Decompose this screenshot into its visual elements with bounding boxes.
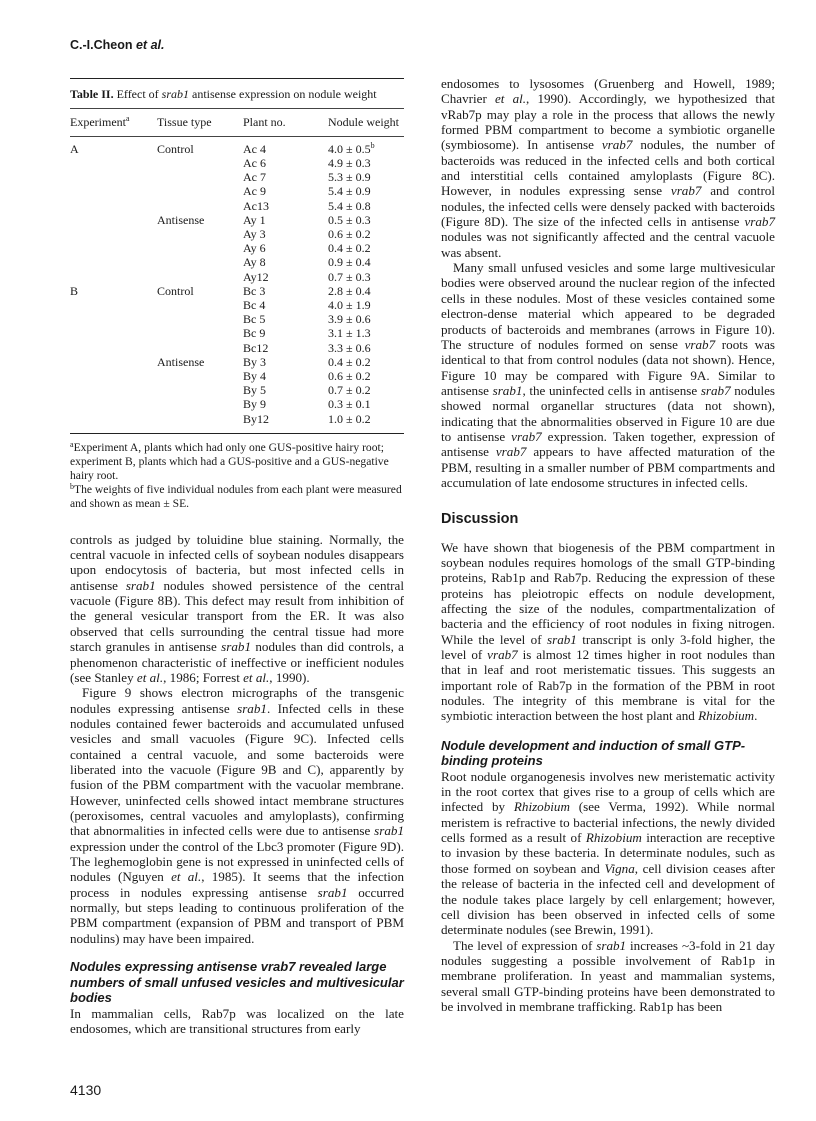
cell-plant-no: By 3 — [243, 354, 267, 369]
cell-experiment — [70, 369, 157, 383]
cell-nodule-weight: 4.0 ± 1.9 — [328, 297, 371, 312]
cell-tissue-type — [157, 184, 243, 198]
table-row — [70, 383, 404, 397]
cell-experiment — [70, 341, 157, 355]
cell-experiment — [70, 270, 157, 284]
cell-experiment — [70, 227, 157, 241]
cell-plant-no: Ay 8 — [243, 255, 266, 270]
cell-tissue-type — [157, 326, 243, 340]
header-nodule-weight: Nodule weight — [328, 109, 404, 136]
cell-plant-no: By12 — [243, 411, 270, 426]
table-row — [70, 199, 404, 213]
cell-plant-no: By 5 — [243, 383, 267, 398]
cell-plant-no: Bc 5 — [243, 312, 266, 327]
table-ii — [70, 78, 404, 511]
cell-tissue-type — [157, 241, 243, 255]
paragraph: Many small unfused vesicles and some large multivesicular bodies were observed around the nuclear region of the infected cells in these nodules. Most of these vesicles contained some electron-dense material which appeared to be degraded products of bacteroids and membranes (arrows in Figure 10). The structure of nodules formed on sense vrab7 roots was identical to that from control nodules (data not shown). Hence, Figure 10 may be compared with Figure 9A. Similar to antisense srab1, the uninfected cells in antisense srab7 nodules showed normal organellar structures (data not shown), indicating that the abnormalities observed in Figure 10 are due to antisense vrab7 expression. Taken together, expression of antisense vrab7 appears to have affected maturation of the PBM, resulting in a smaller number of PBM compartments and accumulation of late endosome structures in infected cells. — [441, 260, 775, 490]
cell-tissue-type — [157, 312, 243, 326]
cell-nodule-weight: 5.4 ± 0.9 — [328, 184, 371, 199]
cell-experiment — [70, 397, 157, 411]
cell-plant-no: Ac 7 — [243, 170, 266, 185]
cell-tissue-type — [157, 397, 243, 411]
cell-plant-no: Bc12 — [243, 340, 269, 355]
table-footnotes — [70, 441, 404, 511]
cell-experiment — [70, 241, 157, 255]
cell-experiment — [70, 255, 157, 269]
table-row — [70, 213, 404, 227]
cell-plant-no: Bc 9 — [243, 326, 266, 341]
cell-plant-no: Ay 3 — [243, 226, 266, 241]
cell-nodule-weight: 0.4 ± 0.2 — [328, 241, 371, 256]
running-head — [70, 38, 164, 52]
header-experiment: Experiment$^a$ — [70, 109, 157, 136]
footnote-b: $^b$The weights of five individual nodules from each plant were measured and shown as mean ± SE. — [70, 481, 402, 510]
cell-tissue-type: Antisense — [157, 354, 205, 369]
table-body — [70, 108, 404, 430]
cell-nodule-weight: 1.0 ± 0.2 — [328, 411, 371, 426]
cell-tissue-type: Antisense — [157, 212, 205, 227]
table-row — [70, 326, 404, 340]
cell-experiment — [70, 298, 157, 312]
table-row — [70, 284, 404, 298]
paragraph: Figure 9 shows electron micrographs of the transgenic nodules expressing antisense srab1. Infected cells in these nodules contained fewer bacteroids and accumulated unfused vesicles and small vacuoles (Figure 9C). Infected cells contained a central vacuole, and some bacteroids were liberated into the vacuole (Figure 9B and C), apparently by fusion of the PBM compartment with the vacuolar membrane. However, uninfected cells showed intact membrane structures (peroxisomes, central vacuoles and amyloplasts), confirming that abnormalities in infected cells were due to antisense srab1 expression under the control of the Lbc3 promoter (Figure 9D). The leghemoglobin gene is not expressed in uninfected cells of nodules (Nguyen et al., 1985). It seems that the infection process in nodules expressing antisense srab1 occurred normally, but steps leading to continuous proliferation of the PBM compartment (expansion of PBM and transport of PBM nodulins) may have been impaired. — [70, 685, 405, 946]
cell-nodule-weight: 4.0 ± 0.5$^b$ — [328, 140, 375, 156]
cell-tissue-type — [157, 298, 243, 312]
cell-plant-no: Ay 6 — [243, 241, 266, 256]
cell-nodule-weight: 3.1 ± 1.3 — [328, 326, 371, 341]
table-row — [70, 255, 404, 269]
cell-experiment — [70, 312, 157, 326]
cell-plant-no: Bc 4 — [243, 297, 266, 312]
running-head-etal: et al. — [135, 38, 165, 52]
table-title-pre: Effect of — [116, 87, 159, 101]
cell-nodule-weight: 3.3 ± 0.6 — [328, 340, 371, 355]
cell-experiment: B — [70, 283, 79, 298]
section-heading-discussion: Discussion — [441, 511, 519, 528]
paragraph: In mammalian cells, Rab7p was localized on the late endosomes, which are transitional structures from early — [70, 1005, 404, 1036]
running-head-author: C.-I.Cheon — [70, 38, 133, 52]
cell-tissue-type: Control — [157, 283, 194, 298]
cell-nodule-weight: 3.9 ± 0.6 — [328, 312, 371, 327]
left-column — [70, 78, 404, 1036]
cell-nodule-weight: 5.3 ± 0.9 — [328, 170, 371, 185]
cell-nodule-weight: 0.5 ± 0.3 — [328, 212, 371, 227]
right-column — [441, 76, 775, 1014]
cell-experiment: A — [70, 141, 79, 156]
cell-experiment — [70, 184, 157, 198]
cell-nodule-weight: 5.4 ± 0.8 — [328, 198, 371, 213]
cell-tissue-type — [157, 255, 243, 269]
paragraph: Root nodule organogenesis involves new meristematic activity in the root cortex that gives rise to a group of cells which are infected by Rhizobium (see Verma, 1992). While normal meristem is refractive to bacterial infections, the newly divided cells formed as a result of Rhizobium interaction are receptive to invasion by these bacteria. In determinate nodules, such as those formed on soybean and Vigna, cell division ceases after the release of bacteria in the infected cell and development of the nodule takes place largely by cell enlargement; however, cell division has been observed in infected cells of some determinate nodules (see Brewin, 1991). — [441, 768, 775, 938]
cell-nodule-weight: 0.7 ± 0.3 — [328, 269, 371, 284]
subheading-nodule-development: Nodule development and induction of small GTP-binding proteins — [441, 737, 746, 769]
cell-tissue-type — [157, 383, 243, 397]
cell-nodule-weight: 0.6 ± 0.2 — [328, 368, 371, 383]
table-row — [70, 341, 404, 355]
cell-tissue-type — [157, 270, 243, 284]
table-row — [70, 270, 404, 284]
table-header-row — [70, 109, 404, 136]
cell-tissue-type — [157, 170, 243, 184]
cell-nodule-weight: 0.3 ± 0.1 — [328, 397, 371, 412]
cell-experiment — [70, 412, 157, 431]
cell-experiment — [70, 213, 157, 227]
cell-tissue-type — [157, 227, 243, 241]
table-row — [70, 184, 404, 198]
paragraph: controls as judged by toluidine blue staining. Normally, the central vacuole in infected cells of soybean nodules disappears upon endocytosis of bacteria, but most infected cells in antisense srab1 nodules showed persistence of the central vacuole (Figure 8B). This defect may result from inhibition of the general vesicular transport from the ER. It was also observed that cells surrounding the central tissue had more starch granules in antisense srab1 nodules than did controls, a phenomenon characteristic of ineffective or inefficient nodules (see Stanley et al., 1986; Forrest et al., 1990). — [70, 531, 404, 685]
cell-experiment — [70, 383, 157, 397]
cell-plant-no: Ay 1 — [243, 212, 266, 227]
cell-plant-no: Ac 9 — [243, 184, 266, 199]
cell-tissue-type — [157, 369, 243, 383]
footnote-marker: b — [370, 140, 375, 150]
paragraph: The level of expression of srab1 increases ~3-fold in 21 day nodules suggesting a possible involvement of Rab1p in membrane proliferation. In yeast and mammalian systems, several small GTP-binding proteins have been demonstrated to be involved in membrane trafficking. Rab1p has been — [441, 937, 775, 1014]
page-number: 4130 — [70, 1082, 102, 1098]
cell-experiment — [70, 355, 157, 369]
cell-plant-no: Ac 4 — [243, 141, 266, 156]
cell-nodule-weight: 0.9 ± 0.4 — [328, 255, 371, 270]
cell-plant-no: Ac 6 — [243, 155, 266, 170]
cell-plant-no: Ac13 — [243, 198, 269, 213]
subheading-vrab7: Nodules expressing antisense vrab7 revealed large numbers of small unfused vesicles and multivesicular bodies — [70, 959, 404, 1006]
table-row — [70, 298, 404, 312]
cell-tissue-type — [157, 156, 243, 170]
cell-plant-no: By 9 — [243, 397, 267, 412]
cell-nodule-weight: 4.9 ± 0.3 — [328, 155, 371, 170]
table-row — [70, 136, 404, 156]
table-row — [70, 170, 404, 184]
table-row — [70, 227, 404, 241]
table-row — [70, 355, 404, 369]
header-plant-no: Plant no. — [243, 109, 328, 136]
footnote-a: $^a$Experiment A, plants which had only one GUS-positive hairy root; experiment B, plants which had a GUS-positive and a GUS-negative hairy root. — [70, 439, 389, 482]
table-title-gene: srab1 — [161, 87, 190, 101]
cell-nodule-weight: 2.8 ± 0.4 — [328, 283, 371, 298]
table-bottom-rule — [70, 433, 404, 434]
table-row — [70, 312, 404, 326]
cell-tissue-type — [157, 412, 243, 431]
table-row — [70, 241, 404, 255]
table-row — [70, 412, 404, 431]
cell-plant-no: By 4 — [243, 368, 267, 383]
paragraph: We have shown that biogenesis of the PBM compartment in soybean nodules requires homologs of the small GTP-binding proteins, Rab1p and Rab7p. Reducing the expression of these proteins has pleiotropic effects on nodule development, affecting the size of the nodules, compartmentalization of bacteria and the efficiency of root nodules in fixing nitrogen. While the level of srab1 transcript is only 3-fold higher, the level of vrab7 is almost 12 times higher in root nodules than that in leaf and root meristematic tissues. This suggests an important role of Rab7p in the formation of the PBM in root nodules. The integrity of this membrane is vital for the symbiotic interaction between the host plant and Rhizobium. — [441, 539, 776, 724]
cell-plant-no: Ay12 — [243, 269, 269, 284]
cell-experiment — [70, 199, 157, 213]
table-label: Table II. — [70, 87, 114, 101]
table-row — [70, 156, 404, 170]
cell-tissue-type — [157, 341, 243, 355]
cell-nodule-weight: 0.6 ± 0.2 — [328, 226, 371, 241]
header-tissue-type: Tissue type — [157, 109, 243, 136]
cell-experiment — [70, 326, 157, 340]
cell-experiment — [70, 170, 157, 184]
cell-plant-no: Bc 3 — [243, 283, 266, 298]
paragraph: endosomes to lysosomes (Gruenberg and Howell, 1989; Chavrier et al., 1990). Accordingly, we hypothesized that vRab7p may play a role in the process that allows the newly formed PBM compartment to become a symbiotic organelle (symbiosome). In antisense vrab7 nodules, the number of bacteroids was reduced in the infected cells and both cortical and interstitial cells contained amyloplasts (Figure 8C). However, in nodules expressing sense vrab7 and control nodules, the infected cells were densely packed with bacteroids (Figure 8D). The size of the infected cells in antisense vrab7 nodules was not significantly affected and the central vacuole was absent. — [441, 76, 775, 260]
cell-tissue-type — [157, 199, 243, 213]
cell-nodule-weight: 0.7 ± 0.2 — [328, 383, 371, 398]
table-row — [70, 397, 404, 411]
cell-nodule-weight: 0.4 ± 0.2 — [328, 354, 371, 369]
table-row — [70, 369, 404, 383]
cell-tissue-type: Control — [157, 141, 194, 156]
table-caption — [70, 79, 404, 108]
table-title-post: antisense expression on nodule weight — [192, 87, 377, 101]
cell-experiment — [70, 156, 157, 170]
